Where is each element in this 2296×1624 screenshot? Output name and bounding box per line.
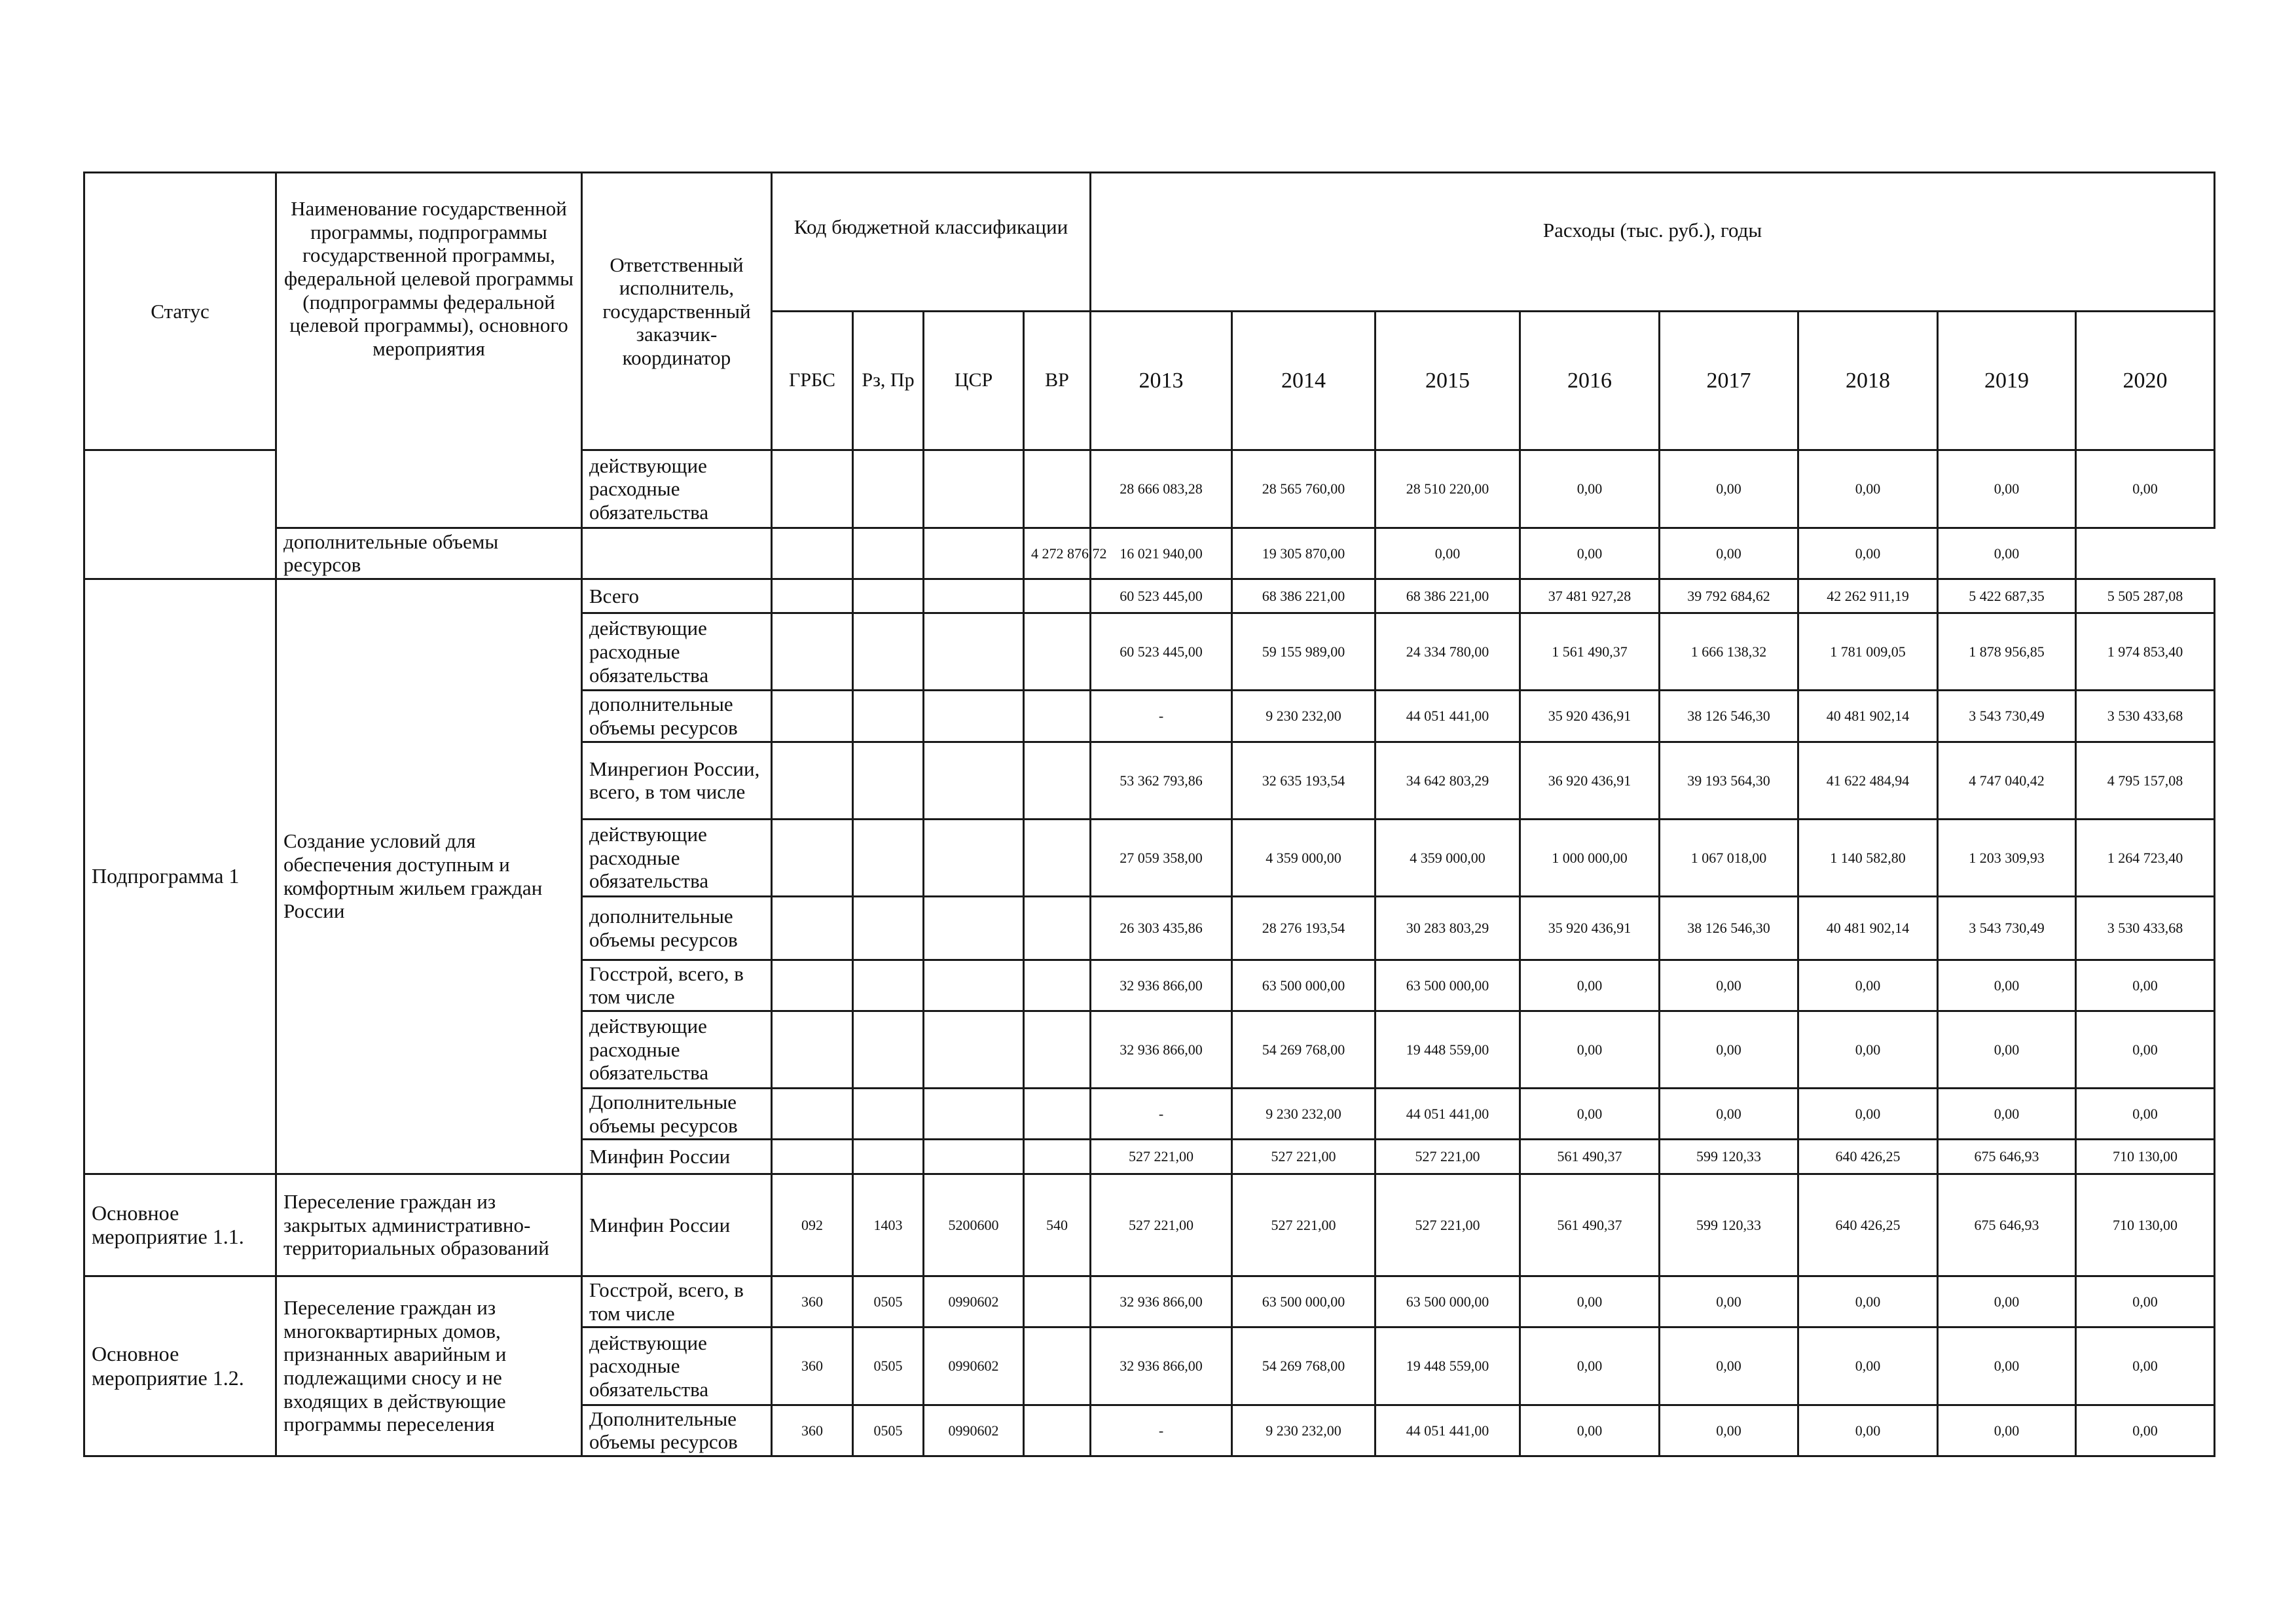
code-cell [772, 528, 853, 579]
value-cell: 32 936 866,00 [1091, 1011, 1232, 1088]
header-name: Наименование государственной программы, подпрограммы государственной программы, федеральной целевой программы (подпрограммы федеральной целевой программы), основного мероприятия [276, 173, 582, 528]
value-cell: 0,00 [1938, 1405, 2076, 1456]
value-cell: 1 203 309,93 [1938, 819, 2076, 896]
value-cell: 5 505 287,08 [2076, 579, 2215, 613]
code-cell [1024, 613, 1091, 691]
code-cell [1024, 1140, 1091, 1174]
value-cell: 561 490,37 [1520, 1174, 1660, 1276]
value-cell: 1 974 853,40 [2076, 613, 2215, 691]
code-cell: 0505 [853, 1327, 924, 1405]
code-cell [924, 450, 1024, 528]
value-cell: 0,00 [1660, 1327, 1798, 1405]
executor-cell: Всего [582, 579, 772, 613]
value-cell: 30 283 803,29 [1376, 897, 1520, 960]
value-cell: 1 561 490,37 [1520, 613, 1660, 691]
executor-cell: дополнительные объемы ресурсов [276, 528, 582, 579]
value-cell: 19 448 559,00 [1376, 1011, 1520, 1088]
code-cell [924, 528, 1024, 579]
code-cell [772, 691, 853, 742]
code-cell: 0505 [853, 1405, 924, 1456]
code-cell: 360 [772, 1276, 853, 1327]
code-cell [1024, 579, 1091, 613]
executor-cell: дополнительные объемы ресурсов [582, 897, 772, 960]
value-cell: 9 230 232,00 [1232, 691, 1376, 742]
value-cell: 1 878 956,85 [1938, 613, 2076, 691]
value-cell: 0,00 [2076, 960, 2215, 1011]
value-cell: 0,00 [1520, 1405, 1660, 1456]
value-cell: 3 530 433,68 [2076, 897, 2215, 960]
value-cell: 527 221,00 [1091, 1140, 1232, 1174]
measure-1-2-name: Переселение граждан из многоквартирных домов, признанных аварийным и подлежащими сносу и не входящих в действующие программы переселения [276, 1276, 582, 1456]
table-row [84, 528, 2215, 579]
value-cell: 0,00 [1520, 1089, 1660, 1140]
code-cell [853, 528, 924, 579]
value-cell: 0,00 [1520, 1011, 1660, 1088]
code-cell [772, 579, 853, 613]
header-year: 2014 [1232, 311, 1376, 450]
value-cell: 0,00 [1660, 1276, 1798, 1327]
executor-cell: Минфин России [582, 1174, 772, 1276]
header-year: 2017 [1660, 311, 1798, 450]
code-cell [853, 960, 924, 1011]
value-cell: 28 510 220,00 [1376, 450, 1520, 528]
code-cell [772, 897, 853, 960]
header-year: 2020 [2076, 311, 2215, 450]
code-cell [772, 1011, 853, 1088]
value-cell: 0,00 [2076, 1089, 2215, 1140]
code-cell [853, 1089, 924, 1140]
code-cell [1024, 1011, 1091, 1088]
code-cell [924, 1011, 1024, 1088]
value-cell: 0,00 [1798, 1089, 1938, 1140]
measure-1-2-status: Основное мероприятие 1.2. [84, 1276, 276, 1456]
code-cell [1024, 1405, 1091, 1456]
value-cell: 0,00 [1938, 1089, 2076, 1140]
code-cell: 360 [772, 1327, 853, 1405]
value-cell: 0,00 [1938, 1011, 2076, 1088]
value-cell: 32 936 866,00 [1091, 960, 1232, 1011]
executor-cell: Дополнительные объемы ресурсов [582, 1405, 772, 1456]
value-cell: 36 920 436,91 [1520, 742, 1660, 819]
code-cell [772, 450, 853, 528]
value-cell: 0,00 [1520, 1327, 1660, 1405]
value-cell: - [1091, 691, 1232, 742]
value-cell: 3 530 433,68 [2076, 691, 2215, 742]
value-cell: 0,00 [1938, 528, 2076, 579]
code-cell [853, 613, 924, 691]
executor-cell: Минрегион России, всего, в том числе [582, 742, 772, 819]
value-cell: 1 781 009,05 [1798, 613, 1938, 691]
code-cell [772, 819, 853, 896]
header-expenses: Расходы (тыс. руб.), годы [1091, 173, 2215, 312]
value-cell: 24 334 780,00 [1376, 613, 1520, 691]
code-cell: 360 [772, 1405, 853, 1456]
code-cell [1024, 1276, 1091, 1327]
value-cell: 27 059 358,00 [1091, 819, 1232, 896]
value-cell: 9 230 232,00 [1232, 1089, 1376, 1140]
value-cell: 40 481 902,14 [1798, 691, 1938, 742]
code-cell [772, 742, 853, 819]
code-cell: 0990602 [924, 1327, 1024, 1405]
code-cell [853, 897, 924, 960]
code-cell [772, 613, 853, 691]
value-cell: 4 272 876,72 [1024, 528, 1091, 579]
value-cell: 37 481 927,28 [1520, 579, 1660, 613]
value-cell: - [1091, 1089, 1232, 1140]
code-cell: 0505 [853, 1276, 924, 1327]
executor-cell: действующие расходные обязательства [582, 613, 772, 691]
value-cell: 527 221,00 [1232, 1174, 1376, 1276]
value-cell: 32 936 866,00 [1091, 1327, 1232, 1405]
value-cell: 44 051 441,00 [1376, 691, 1520, 742]
code-cell [924, 819, 1024, 896]
code-cell [853, 742, 924, 819]
value-cell: 0,00 [1520, 528, 1660, 579]
table-row [84, 1174, 2215, 1276]
code-cell: 540 [1024, 1174, 1091, 1276]
value-cell: 42 262 911,19 [1798, 579, 1938, 613]
code-cell [1024, 1089, 1091, 1140]
value-cell: 38 126 546,30 [1660, 897, 1798, 960]
executor-cell: Минфин России [582, 1140, 772, 1174]
code-cell [924, 613, 1024, 691]
value-cell: 0,00 [1660, 1405, 1798, 1456]
value-cell: 0,00 [1660, 1011, 1798, 1088]
value-cell: 63 500 000,00 [1232, 960, 1376, 1011]
value-cell: 35 920 436,91 [1520, 691, 1660, 742]
code-cell [924, 960, 1024, 1011]
executor-cell: дополнительные объемы ресурсов [582, 691, 772, 742]
value-cell: 675 646,93 [1938, 1140, 2076, 1174]
value-cell: 0,00 [1520, 960, 1660, 1011]
value-cell: 527 221,00 [1232, 1140, 1376, 1174]
value-cell: 0,00 [1798, 960, 1938, 1011]
value-cell: 54 269 768,00 [1232, 1327, 1376, 1405]
value-cell: 59 155 989,00 [1232, 613, 1376, 691]
header-year: 2015 [1376, 311, 1520, 450]
value-cell: 0,00 [1660, 960, 1798, 1011]
value-cell: 60 523 445,00 [1091, 613, 1232, 691]
header-year: 2016 [1520, 311, 1660, 450]
value-cell: 26 303 435,86 [1091, 897, 1232, 960]
header-budget-code: Код бюджетной классификации [772, 173, 1091, 312]
code-cell [1024, 742, 1091, 819]
value-cell: 44 051 441,00 [1376, 1089, 1520, 1140]
value-cell: 60 523 445,00 [1091, 579, 1232, 613]
executor-cell: действующие расходные обязательства [582, 1011, 772, 1088]
value-cell: 0,00 [1798, 1276, 1938, 1327]
value-cell: 4 359 000,00 [1376, 819, 1520, 896]
value-cell: - [1091, 1405, 1232, 1456]
measure-1-1-name: Переселение граждан из закрытых административно-территориальных образований [276, 1174, 582, 1276]
value-cell: 63 500 000,00 [1376, 1276, 1520, 1327]
value-cell: 4 795 157,08 [2076, 742, 2215, 819]
value-cell: 561 490,37 [1520, 1140, 1660, 1174]
subprogram-status: Подпрограмма 1 [84, 579, 276, 1174]
header-year: 2018 [1798, 311, 1938, 450]
value-cell: 0,00 [1660, 450, 1798, 528]
value-cell: 38 126 546,30 [1660, 691, 1798, 742]
value-cell: 0,00 [1798, 1327, 1938, 1405]
value-cell: 0,00 [1660, 1089, 1798, 1140]
value-cell: 34 642 803,29 [1376, 742, 1520, 819]
value-cell: 4 359 000,00 [1232, 819, 1376, 896]
value-cell: 28 565 760,00 [1232, 450, 1376, 528]
value-cell: 599 120,33 [1660, 1174, 1798, 1276]
header-code-rz-pr: Рз, Пр [853, 311, 924, 450]
code-cell [582, 528, 772, 579]
executor-cell: Госстрой, всего, в том числе [582, 960, 772, 1011]
value-cell: 0,00 [1520, 1276, 1660, 1327]
value-cell: 0,00 [1798, 1011, 1938, 1088]
value-cell: 41 622 484,94 [1798, 742, 1938, 819]
value-cell: 0,00 [2076, 1011, 2215, 1088]
code-cell [853, 579, 924, 613]
value-cell: 0,00 [1938, 1276, 2076, 1327]
executor-cell: действующие расходные обязательства [582, 819, 772, 896]
value-cell: 19 305 870,00 [1232, 528, 1376, 579]
header-code-csr: ЦСР [924, 311, 1024, 450]
code-cell [1024, 450, 1091, 528]
budget-table [83, 171, 2215, 1457]
value-cell: 63 500 000,00 [1232, 1276, 1376, 1327]
value-cell: 0,00 [2076, 1327, 2215, 1405]
table-row [84, 579, 2215, 613]
value-cell: 28 666 083,28 [1091, 450, 1232, 528]
value-cell: 9 230 232,00 [1232, 1405, 1376, 1456]
code-cell [924, 1089, 1024, 1140]
value-cell: 35 920 436,91 [1520, 897, 1660, 960]
value-cell: 53 362 793,86 [1091, 742, 1232, 819]
value-cell: 16 021 940,00 [1091, 528, 1232, 579]
code-cell [1024, 897, 1091, 960]
value-cell: 32 936 866,00 [1091, 1276, 1232, 1327]
code-cell [772, 1140, 853, 1174]
value-cell: 39 792 684,62 [1660, 579, 1798, 613]
code-cell [1024, 1327, 1091, 1405]
value-cell: 527 221,00 [1376, 1140, 1520, 1174]
code-cell [924, 579, 1024, 613]
value-cell: 0,00 [2076, 1405, 2215, 1456]
code-cell [924, 742, 1024, 819]
code-cell [924, 897, 1024, 960]
code-cell [853, 450, 924, 528]
value-cell: 1 140 582,80 [1798, 819, 1938, 896]
subprogram-name: Создание условий для обеспечения доступным и комфортным жильем граждан России [276, 579, 582, 1174]
code-cell [1024, 691, 1091, 742]
value-cell: 1 666 138,32 [1660, 613, 1798, 691]
measure-1-1-status: Основное мероприятие 1.1. [84, 1174, 276, 1276]
executor-cell: Госстрой, всего, в том числе [582, 1276, 772, 1327]
code-cell [1024, 960, 1091, 1011]
code-cell [772, 960, 853, 1011]
executor-cell: Дополнительные объемы ресурсов [582, 1089, 772, 1140]
header-year: 2013 [1091, 311, 1232, 450]
value-cell: 19 448 559,00 [1376, 1327, 1520, 1405]
code-cell: 092 [772, 1174, 853, 1276]
value-cell: 32 635 193,54 [1232, 742, 1376, 819]
value-cell: 0,00 [1938, 450, 2076, 528]
value-cell: 527 221,00 [1091, 1174, 1232, 1276]
value-cell: 1 067 018,00 [1660, 819, 1798, 896]
value-cell: 0,00 [1376, 528, 1520, 579]
code-cell: 0990602 [924, 1405, 1024, 1456]
code-cell: 0990602 [924, 1276, 1024, 1327]
code-cell [924, 691, 1024, 742]
value-cell: 68 386 221,00 [1232, 579, 1376, 613]
header-status: Статус [84, 173, 276, 450]
value-cell: 44 051 441,00 [1376, 1405, 1520, 1456]
value-cell: 0,00 [1660, 528, 1798, 579]
header-code-vr: ВР [1024, 311, 1091, 450]
value-cell: 4 747 040,42 [1938, 742, 2076, 819]
value-cell: 28 276 193,54 [1232, 897, 1376, 960]
value-cell: 1 000 000,00 [1520, 819, 1660, 896]
header-year: 2019 [1938, 311, 2076, 450]
value-cell: 39 193 564,30 [1660, 742, 1798, 819]
value-cell: 0,00 [1798, 1405, 1938, 1456]
code-cell [1024, 819, 1091, 896]
code-cell [853, 819, 924, 896]
value-cell: 710 130,00 [2076, 1174, 2215, 1276]
header-code-grbs: ГРБС [772, 311, 853, 450]
value-cell: 40 481 902,14 [1798, 897, 1938, 960]
value-cell: 599 120,33 [1660, 1140, 1798, 1174]
code-cell [853, 691, 924, 742]
code-cell [853, 1011, 924, 1088]
code-cell [853, 1140, 924, 1174]
value-cell: 675 646,93 [1938, 1174, 2076, 1276]
code-cell [924, 1140, 1024, 1174]
code-cell [772, 1089, 853, 1140]
value-cell: 5 422 687,35 [1938, 579, 2076, 613]
value-cell: 0,00 [1798, 450, 1938, 528]
value-cell: 68 386 221,00 [1376, 579, 1520, 613]
code-cell: 5200600 [924, 1174, 1024, 1276]
header-executor: Ответственный исполнитель, государственный заказчик-координатор [582, 173, 772, 450]
value-cell: 1 264 723,40 [2076, 819, 2215, 896]
value-cell: 0,00 [2076, 1276, 2215, 1327]
value-cell: 0,00 [1938, 1327, 2076, 1405]
value-cell: 0,00 [1798, 528, 1938, 579]
value-cell: 0,00 [1520, 450, 1660, 528]
value-cell: 3 543 730,49 [1938, 897, 2076, 960]
executor-cell: действующие расходные обязательства [582, 1327, 772, 1405]
status-cell [84, 450, 276, 579]
value-cell: 54 269 768,00 [1232, 1011, 1376, 1088]
value-cell: 640 426,25 [1798, 1174, 1938, 1276]
value-cell: 710 130,00 [2076, 1140, 2215, 1174]
value-cell: 0,00 [2076, 450, 2215, 528]
executor-cell: действующие расходные обязательства [582, 450, 772, 528]
code-cell: 1403 [853, 1174, 924, 1276]
value-cell: 527 221,00 [1376, 1174, 1520, 1276]
table-row [84, 1276, 2215, 1327]
value-cell: 3 543 730,49 [1938, 691, 2076, 742]
value-cell: 63 500 000,00 [1376, 960, 1520, 1011]
value-cell: 0,00 [1938, 960, 2076, 1011]
value-cell: 640 426,25 [1798, 1140, 1938, 1174]
